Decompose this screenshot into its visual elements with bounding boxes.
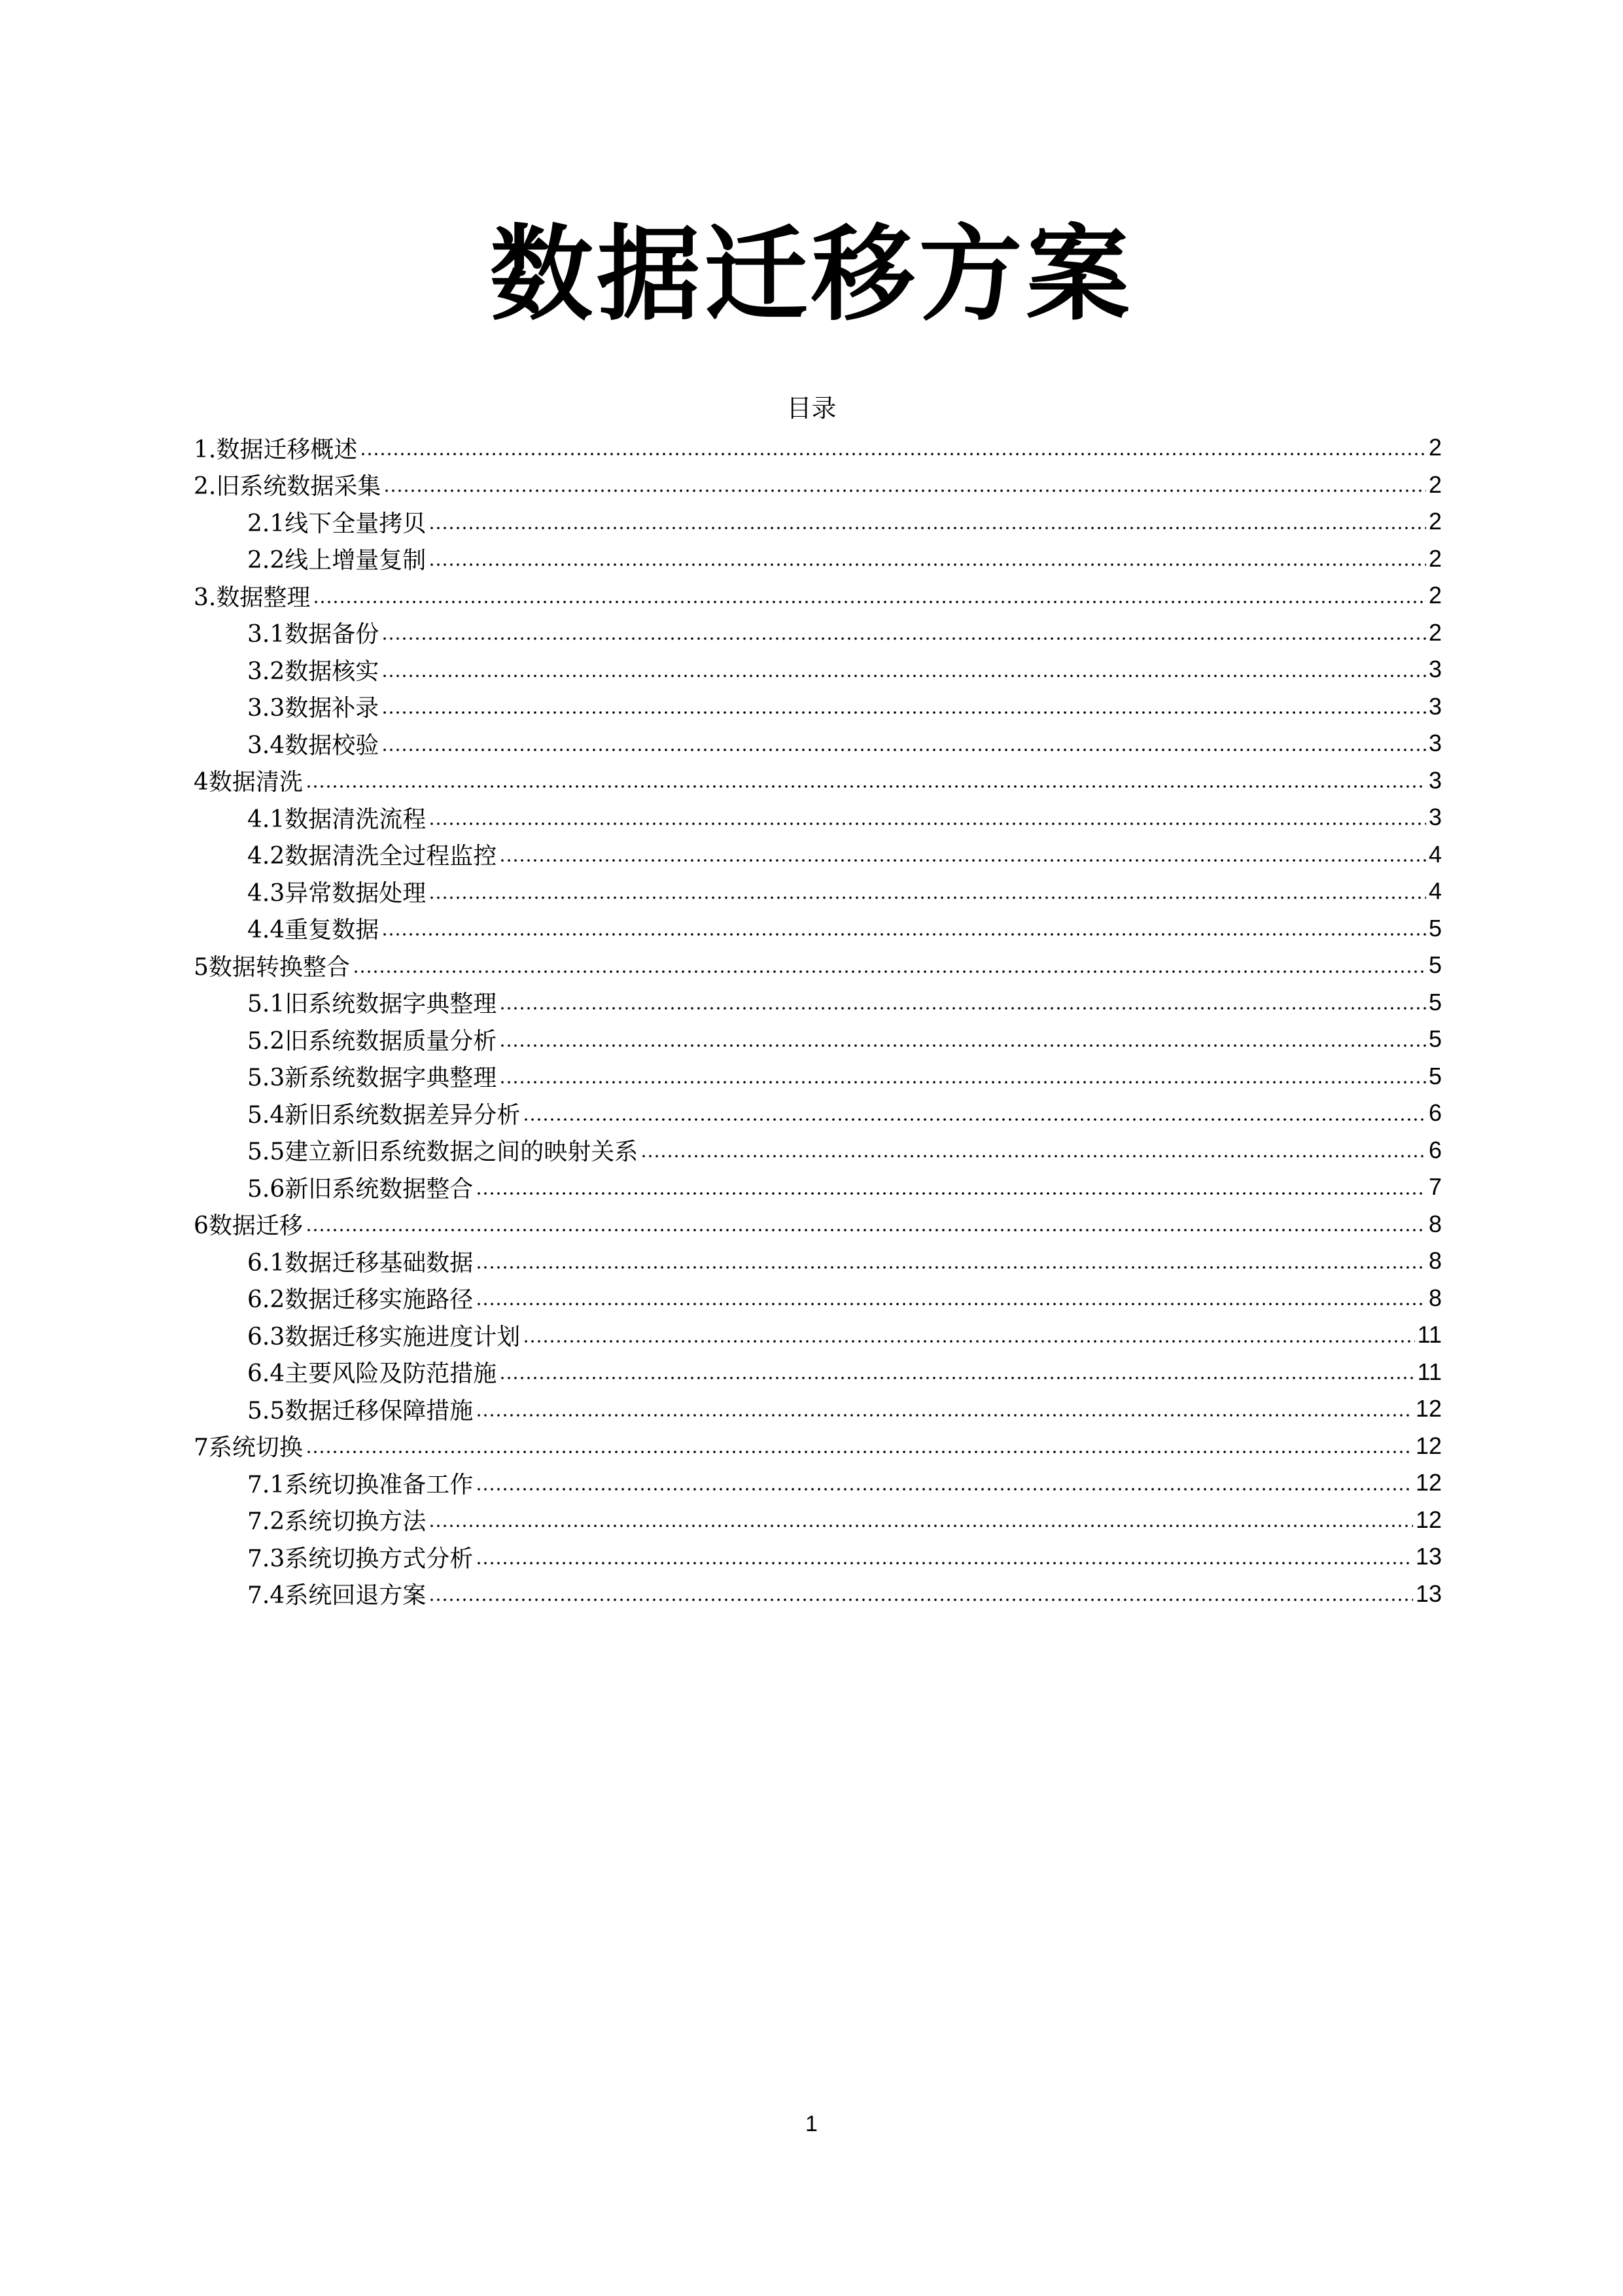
toc-entry-page[interactable]: 12 — [1415, 1506, 1442, 1533]
toc-dot-leader — [381, 726, 1426, 752]
toc-entry-page[interactable]: 12 — [1415, 1432, 1442, 1459]
toc-entry[interactable] — [194, 725, 1442, 762]
toc-dot-leader — [523, 1317, 1414, 1343]
table-of-contents — [194, 429, 1442, 1612]
toc-entry[interactable] — [194, 1206, 1442, 1243]
toc-entry[interactable] — [194, 1576, 1442, 1613]
toc-dot-leader — [353, 947, 1426, 974]
toc-entry[interactable] — [194, 1502, 1442, 1539]
toc-dot-leader — [313, 578, 1426, 604]
toc-entry-page[interactable]: 8 — [1428, 1210, 1442, 1237]
toc-entry-label[interactable]: 5.5数据迁移保障措施 — [247, 1397, 474, 1424]
toc-entry[interactable] — [194, 873, 1442, 910]
toc-entry-page[interactable]: 2 — [1428, 618, 1442, 646]
toc-dot-leader — [499, 1354, 1414, 1380]
toc-dot-leader — [305, 1206, 1426, 1232]
toc-entry[interactable] — [194, 1428, 1442, 1465]
toc-entry-label[interactable]: 4.4重复数据 — [247, 917, 379, 944]
toc-entry-page[interactable]: 11 — [1417, 1321, 1442, 1349]
toc-entry[interactable] — [194, 1095, 1442, 1132]
toc-entry[interactable] — [194, 1132, 1442, 1169]
toc-entry-label[interactable]: 5数据转换整合 — [194, 953, 350, 981]
toc-entry-page[interactable]: 5 — [1428, 988, 1442, 1016]
toc-entry-page[interactable]: 5 — [1428, 914, 1442, 942]
toc-entry-label[interactable]: 6.1数据迁移基础数据 — [247, 1249, 474, 1277]
toc-entry-page[interactable]: 3 — [1428, 656, 1442, 683]
toc-entry[interactable] — [194, 947, 1442, 984]
toc-entry[interactable] — [194, 762, 1442, 800]
toc-entry-page[interactable]: 12 — [1415, 1395, 1442, 1422]
toc-heading: 目录 — [786, 394, 837, 423]
toc-entry-label[interactable]: 6.2数据迁移实施路径 — [247, 1286, 474, 1314]
toc-dot-leader — [381, 910, 1426, 936]
toc-entry-label[interactable]: 5.4新旧系统数据差异分析 — [247, 1101, 521, 1129]
toc-entry[interactable] — [194, 577, 1442, 614]
toc-entry-label[interactable]: 7.3系统切换方式分析 — [247, 1545, 474, 1572]
toc-entry-page[interactable]: 8 — [1428, 1247, 1442, 1275]
toc-entry-page[interactable]: 3 — [1428, 692, 1442, 720]
toc-entry-page[interactable]: 2 — [1428, 508, 1442, 535]
toc-entry-label[interactable]: 3.1数据备份 — [247, 621, 379, 648]
toc-entry-label[interactable]: 3.4数据校验 — [247, 732, 379, 759]
toc-entry[interactable] — [194, 467, 1442, 504]
toc-dot-leader — [381, 652, 1426, 678]
toc-entry-page[interactable]: 6 — [1428, 1099, 1442, 1127]
toc-entry-label[interactable]: 5.3新系统数据字典整理 — [247, 1065, 497, 1092]
toc-entry-label[interactable]: 5.1旧系统数据字典整理 — [247, 991, 497, 1018]
toc-entry[interactable] — [194, 688, 1442, 726]
toc-dot-leader — [360, 430, 1426, 456]
toc-entry[interactable] — [194, 1021, 1442, 1058]
toc-dot-leader — [428, 1502, 1413, 1528]
toc-entry-page[interactable]: 12 — [1415, 1469, 1442, 1496]
toc-entry[interactable] — [194, 836, 1442, 874]
toc-entry-page[interactable]: 5 — [1428, 951, 1442, 979]
toc-entry[interactable] — [194, 1169, 1442, 1206]
toc-entry[interactable] — [194, 1316, 1442, 1354]
toc-entry[interactable] — [194, 1538, 1442, 1576]
toc-dot-leader — [428, 504, 1426, 530]
toc-entry-label[interactable]: 5.2旧系统数据质量分析 — [247, 1027, 497, 1055]
toc-entry-label[interactable]: 7.1系统切换准备工作 — [247, 1471, 474, 1498]
toc-dot-leader — [476, 1280, 1426, 1306]
toc-entry-page[interactable]: 8 — [1428, 1284, 1442, 1311]
toc-entry-page[interactable]: 11 — [1417, 1358, 1442, 1385]
toc-entry[interactable] — [194, 984, 1442, 1021]
toc-entry-label[interactable]: 4数据清洗 — [194, 769, 303, 796]
toc-dot-leader — [523, 1095, 1426, 1122]
toc-entry-label[interactable]: 5.6新旧系统数据整合 — [247, 1175, 474, 1203]
toc-entry[interactable] — [194, 614, 1442, 652]
toc-entry-page[interactable]: 5 — [1428, 1025, 1442, 1053]
toc-entry-page[interactable]: 3 — [1428, 804, 1442, 831]
toc-entry-label[interactable]: 3.数据整理 — [194, 584, 311, 611]
toc-dot-leader — [428, 800, 1426, 826]
toc-dot-leader — [428, 540, 1426, 567]
toc-entry-page[interactable]: 7 — [1428, 1173, 1442, 1201]
toc-dot-leader — [476, 1539, 1413, 1565]
toc-entry[interactable] — [194, 540, 1442, 578]
toc-entry[interactable] — [194, 1280, 1442, 1317]
toc-entry-label[interactable]: 7.2系统切换方法 — [247, 1508, 427, 1536]
toc-entry[interactable] — [194, 1354, 1442, 1391]
toc-entry-page[interactable]: 13 — [1415, 1543, 1442, 1570]
toc-dot-leader — [476, 1243, 1426, 1269]
toc-entry-label[interactable]: 7系统切换 — [194, 1434, 303, 1462]
toc-entry-label[interactable]: 4.3异常数据处理 — [247, 879, 427, 907]
toc-entry[interactable] — [194, 1058, 1442, 1095]
toc-entry[interactable] — [194, 651, 1442, 688]
toc-entry-page[interactable]: 13 — [1415, 1580, 1442, 1607]
page-number: 1 — [805, 2111, 818, 2136]
toc-entry-label[interactable]: 1.数据迁移概述 — [194, 436, 358, 463]
toc-entry-page[interactable]: 2 — [1428, 544, 1442, 572]
toc-entry-label[interactable]: 6.4主要风险及防范措施 — [247, 1360, 497, 1388]
toc-dot-leader — [383, 467, 1426, 493]
toc-entry-page[interactable]: 2 — [1428, 434, 1442, 461]
toc-entry-page[interactable]: 6 — [1428, 1136, 1442, 1163]
toc-entry-page[interactable]: 4 — [1428, 840, 1442, 868]
toc-entry-label[interactable]: 6数据迁移 — [194, 1212, 303, 1240]
toc-dot-leader — [476, 1169, 1426, 1195]
toc-dot-leader — [499, 1021, 1426, 1048]
toc-dot-leader — [305, 1428, 1413, 1454]
toc-entry-page[interactable]: 2 — [1428, 582, 1442, 609]
toc-entry-label[interactable]: 5.5建立新旧系统数据之间的映射关系 — [247, 1139, 638, 1166]
toc-entry-label[interactable]: 2.1线下全量拷贝 — [247, 510, 427, 537]
toc-entry-page[interactable]: 2 — [1428, 470, 1442, 498]
toc-entry-label[interactable]: 2.旧系统数据采集 — [194, 473, 381, 501]
toc-dot-leader — [476, 1465, 1413, 1491]
toc-dot-leader — [428, 874, 1426, 900]
toc-entry-label[interactable]: 6.3数据迁移实施进度计划 — [247, 1323, 521, 1351]
toc-entry-page[interactable]: 4 — [1428, 877, 1442, 905]
toc-entry-label[interactable]: 3.3数据补录 — [247, 695, 379, 722]
toc-dot-leader — [305, 762, 1426, 788]
toc-entry[interactable] — [194, 429, 1442, 467]
toc-entry-label[interactable]: 4.1数据清洗流程 — [247, 805, 427, 833]
toc-dot-leader — [381, 688, 1426, 715]
toc-dot-leader — [476, 1391, 1413, 1417]
toc-entry[interactable] — [194, 799, 1442, 836]
document-title: 数据迁移方案 — [489, 215, 1134, 335]
toc-entry-label[interactable]: 3.2数据核实 — [247, 658, 379, 685]
toc-entry-label[interactable]: 7.4系统回退方案 — [247, 1582, 427, 1610]
toc-entry-page[interactable]: 3 — [1428, 766, 1442, 794]
toc-dot-leader — [499, 1058, 1426, 1084]
toc-entry[interactable] — [194, 1390, 1442, 1428]
toc-dot-leader — [499, 984, 1426, 1010]
toc-dot-leader — [381, 614, 1426, 641]
toc-entry-label[interactable]: 4.2数据清洗全过程监控 — [247, 843, 497, 870]
toc-entry-label[interactable]: 2.2线上增量复制 — [247, 547, 427, 574]
toc-dot-leader — [640, 1132, 1426, 1158]
toc-entry[interactable] — [194, 910, 1442, 947]
toc-entry[interactable] — [194, 1243, 1442, 1280]
toc-entry[interactable] — [194, 503, 1442, 540]
toc-dot-leader — [428, 1576, 1413, 1602]
toc-entry-page[interactable]: 5 — [1428, 1062, 1442, 1089]
toc-entry[interactable] — [194, 1464, 1442, 1502]
toc-dot-leader — [499, 836, 1426, 862]
toc-entry-page[interactable]: 3 — [1428, 730, 1442, 757]
